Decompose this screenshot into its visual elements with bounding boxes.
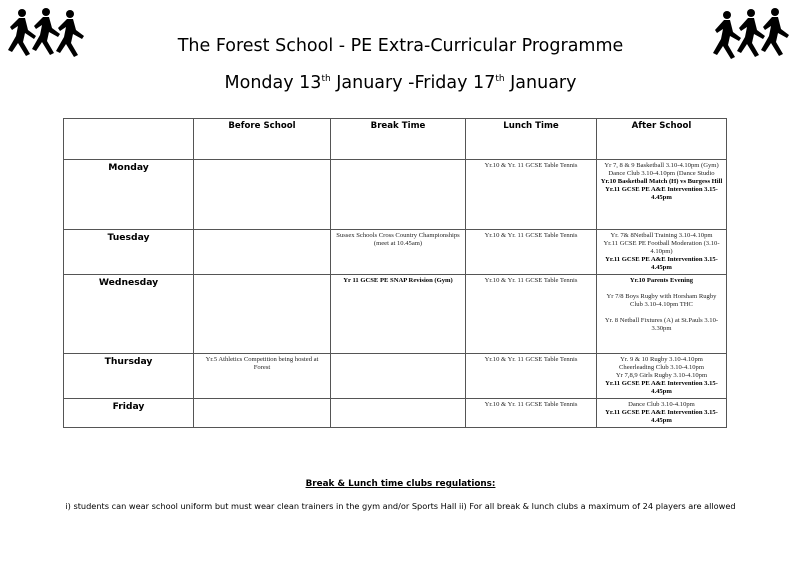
lunch-cell: [466, 399, 597, 428]
activity-entry: Cheerleading Club 3.10-4.10pm: [619, 364, 704, 371]
day-cell: Tuesday: [64, 230, 194, 275]
before-cell: [194, 354, 331, 399]
after-cell: [597, 275, 727, 354]
subtitle-sup: th: [321, 74, 331, 84]
day-cell: Wednesday: [64, 275, 194, 354]
activity-entry: Yr. 7& 8Netball Training 3.10-4.10pm: [610, 232, 713, 239]
page-title: The Forest School - PE Extra-Curricular Programme: [177, 36, 624, 56]
break-cell: [331, 160, 466, 230]
activity-entry: [600, 285, 723, 293]
after-cell: [597, 399, 727, 428]
subtitle-part: Monday 13: [224, 73, 322, 93]
activity-entry: Yr.10 & Yr. 11 GCSE Table Tennis: [484, 401, 578, 408]
activity-entry: Yr.11 GCSE PE Football Moderation (3.10-4.10pm): [603, 240, 720, 255]
regulations-title: Break & Lunch time clubs regulations:: [305, 479, 496, 489]
activity-entry: Yr.5 Athletics Competition being hosted at Forest: [205, 356, 319, 371]
before-cell: [194, 230, 331, 275]
activity-entry: Sussex Schools Cross Country Championships (meet at 10.45am): [336, 232, 460, 247]
break-cell: [331, 230, 466, 275]
subtitle-part: January: [504, 73, 577, 93]
date-range-subtitle: [0, 73, 801, 93]
activity-entry: Yr.10 & Yr. 11 GCSE Table Tennis: [484, 277, 578, 284]
lunch-cell: [466, 230, 597, 275]
activity-entry: Yr.10 Parents Evening: [629, 277, 694, 284]
table-row: [64, 354, 727, 399]
break-cell: [331, 275, 466, 354]
break-cell: [331, 354, 466, 399]
activity-entry: Dance Club 3.10-4.10pm (Dance Studio: [608, 170, 715, 177]
column-header: After School: [597, 119, 727, 160]
subtitle-part: January -Friday 17: [330, 73, 496, 93]
activity-entry: Yr. 9 & 10 Rugby 3.10-4.10pm: [620, 356, 703, 363]
table-row: [64, 275, 727, 354]
after-cell: [597, 354, 727, 399]
activity-entry: Yr 7,8,9 Girls Rugby 3.10-4.10pm: [615, 372, 708, 379]
activity-entry: Yr 11 GCSE PE SNAP Revision (Gym): [343, 277, 453, 284]
activity-entry: Yr.10 & Yr. 11 GCSE Table Tennis: [484, 356, 578, 363]
column-header: Lunch Time: [466, 119, 597, 160]
table-header-row: [64, 119, 727, 160]
schedule-table: [63, 118, 727, 428]
before-cell: [194, 160, 331, 230]
activity-entry: Yr 7/8 Boys Rugby with Horsham Rugby Club 3.10-4.10pm THC: [606, 293, 717, 308]
activity-entry: [600, 309, 723, 317]
table-row: [64, 160, 727, 230]
regulations-text: i) students can wear school uniform but must wear clean trainers in the gym and/or Sports Hall ii) For all break & lunch clubs a maximum of 24 players are allowed: [65, 501, 736, 511]
table-row: [64, 230, 727, 275]
activity-entry: Yr.10 Basketball Match (H) vs Burgess Hill: [600, 178, 723, 185]
after-cell: [597, 160, 727, 230]
activity-entry: Yr.11 GCSE PE A&E Intervention 3.15-4.45pm: [605, 380, 718, 395]
activity-entry: Yr.10 & Yr. 11 GCSE Table Tennis: [484, 162, 578, 169]
lunch-cell: [466, 275, 597, 354]
column-header: [64, 119, 194, 160]
lunch-cell: [466, 160, 597, 230]
day-cell: Thursday: [64, 354, 194, 399]
column-header: Break Time: [331, 119, 466, 160]
activity-entry: Dance Club 3.10-4.10pm: [628, 401, 695, 408]
activity-entry: Yr.11 GCSE PE A&E Intervention 3.15-4.45pm: [605, 186, 718, 201]
after-cell: [597, 230, 727, 275]
activity-entry: Yr 7, 8 & 9 Basketball 3.10-4.10pm (Gym): [604, 162, 719, 169]
day-cell: Friday: [64, 399, 194, 428]
before-cell: [194, 275, 331, 354]
subtitle-sup: th: [495, 74, 505, 84]
table-row: [64, 399, 727, 428]
activity-entry: Yr.11 GCSE PE A&E Intervention 3.15-4.45pm: [605, 409, 718, 424]
activity-entry: Yr. 8 Netball Fixtures (A) at St.Pauls 3.10-3.30pm: [604, 317, 719, 332]
activity-entry: Yr.11 GCSE PE A&E Intervention 3.15-4.45pm: [605, 256, 718, 271]
break-cell: [331, 399, 466, 428]
before-cell: [194, 399, 331, 428]
lunch-cell: [466, 354, 597, 399]
column-header: Before School: [194, 119, 331, 160]
day-cell: Monday: [64, 160, 194, 230]
activity-entry: Yr.10 & Yr. 11 GCSE Table Tennis: [484, 232, 578, 239]
